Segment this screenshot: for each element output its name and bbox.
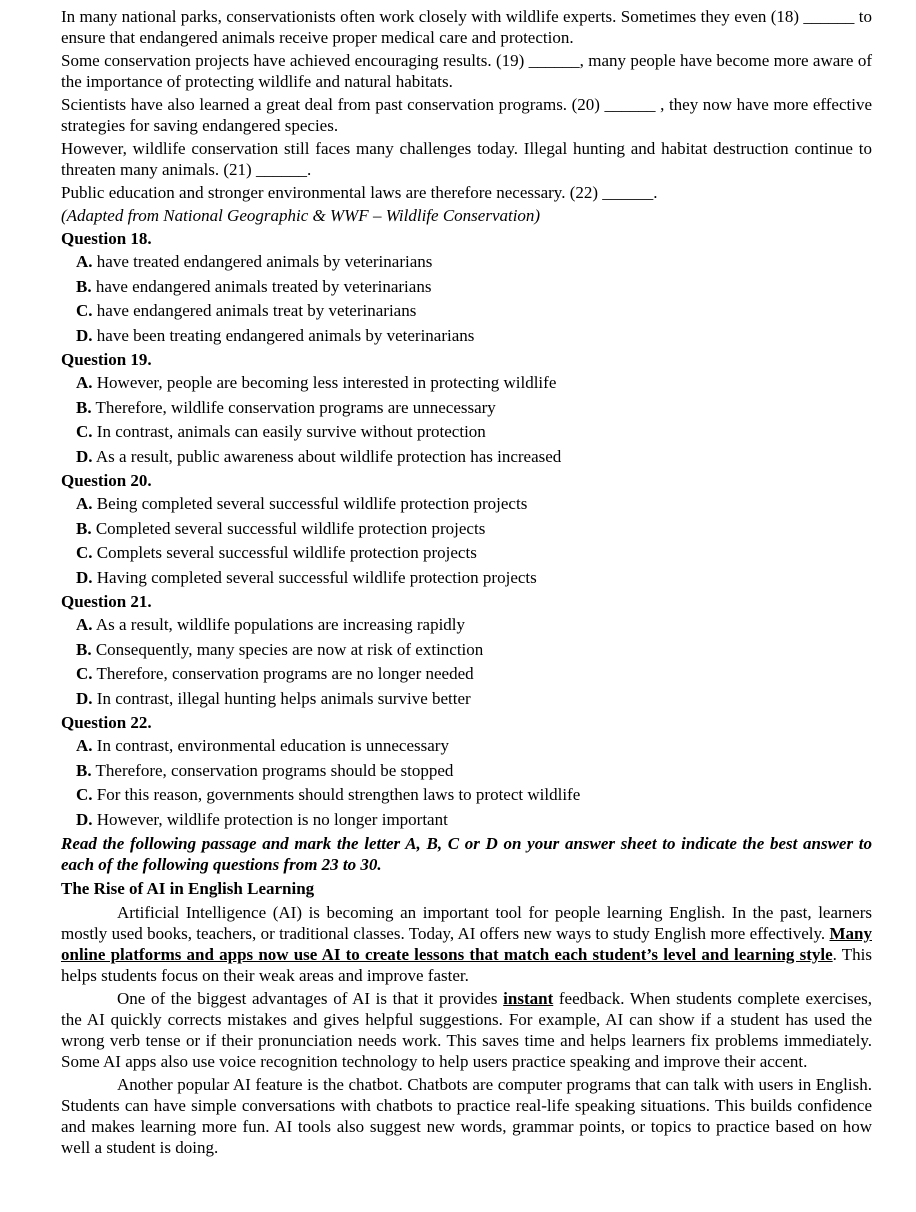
option-20-b[interactable] xyxy=(76,517,872,542)
cloze-passage xyxy=(61,6,872,226)
option-19-d[interactable] xyxy=(76,445,872,470)
option-text: Therefore, conservation programs should be stopped xyxy=(91,760,454,780)
paragraph-text: feedback. When students complete exercises, the AI quickly corrects mistakes and gives helpful suggestions. For example, AI can show if a student has used the wrong verb tense or if their pronunciation needs work. This saves time and helps learners fix problems immediately. Some AI apps also use voice recognition technology to help users practice speaking and improve their accent. xyxy=(61,989,872,1071)
question-19-heading: Question 19. xyxy=(61,350,152,369)
cloze-paragraph-22: Public education and stronger environmental laws are therefore necessary. (22) ______. xyxy=(61,183,658,202)
option-19-a[interactable] xyxy=(76,371,872,396)
passage-paragraph-2 xyxy=(61,988,872,1072)
option-letter: A. xyxy=(76,252,93,271)
option-text: Consequently, many species are now at risk of extinction xyxy=(91,639,484,659)
cloze-paragraph-21: However, wildlife conservation still faces many challenges today. Illegal hunting and habitat destruction continue to threaten many animals. (21) ______. xyxy=(61,139,872,179)
option-text: For this reason, governments should strengthen laws to protect wildlife xyxy=(92,785,581,804)
option-21-b[interactable] xyxy=(76,638,872,663)
question-20-options xyxy=(76,492,872,590)
option-21-d[interactable] xyxy=(76,687,872,712)
underlined-word: instant xyxy=(503,989,554,1008)
option-18-c[interactable] xyxy=(76,299,872,324)
option-letter: C. xyxy=(76,543,93,562)
source-citation: (Adapted from National Geographic & WWF – Wildlife Conservation) xyxy=(61,206,541,225)
option-21-c[interactable] xyxy=(76,662,872,687)
option-text: Being completed several successful wildlife protection projects xyxy=(92,494,528,513)
option-18-d[interactable] xyxy=(76,324,872,349)
question-21-options xyxy=(76,613,872,711)
option-21-a[interactable] xyxy=(76,613,872,638)
option-letter: D. xyxy=(76,446,93,466)
option-letter: D. xyxy=(76,688,93,708)
option-text: In contrast, animals can easily survive without protection xyxy=(92,422,486,441)
option-text: Having completed several successful wildlife protection projects xyxy=(92,567,537,587)
option-letter: D. xyxy=(76,567,93,587)
option-22-a[interactable] xyxy=(76,734,872,759)
option-text: In contrast, environmental education is unnecessary xyxy=(92,736,449,755)
option-letter: B. xyxy=(76,760,92,780)
option-19-c[interactable] xyxy=(76,420,872,445)
underlined-sentence: Many online platforms and apps now use AI to create lessons that match each student’s level and learning style xyxy=(61,924,872,964)
question-22-options xyxy=(76,734,872,832)
option-18-b[interactable] xyxy=(76,275,872,300)
option-letter: D. xyxy=(76,809,93,829)
option-letter: C. xyxy=(76,664,93,683)
option-letter: A. xyxy=(76,373,93,392)
option-text: In contrast, illegal hunting helps animals survive better xyxy=(92,688,471,708)
option-letter: B. xyxy=(76,276,92,296)
option-18-a[interactable] xyxy=(76,250,872,275)
option-letter: A. xyxy=(76,494,93,513)
passage-paragraph-1 xyxy=(61,902,872,986)
option-text: Therefore, conservation programs are no longer needed xyxy=(92,664,474,683)
cloze-paragraph-19: Some conservation projects have achieved encouraging results. (19) ______, many people have become more aware of the importance of protecting wildlife and natural habitats. xyxy=(61,51,872,91)
option-text: However, wildlife protection is no longer important xyxy=(92,809,448,829)
option-letter: D. xyxy=(76,325,93,345)
option-text: have treated endangered animals by veterinarians xyxy=(92,252,433,271)
option-20-c[interactable] xyxy=(76,541,872,566)
option-22-d[interactable] xyxy=(76,808,872,833)
cloze-paragraph-18: In many national parks, conservationists often work closely with wildlife experts. Sometimes they even (18) ______ to ensure that endangered animals receive proper medical care and protection. xyxy=(61,7,872,47)
question-22-heading: Question 22. xyxy=(61,713,152,732)
option-20-a[interactable] xyxy=(76,492,872,517)
option-letter: C. xyxy=(76,422,93,441)
option-22-b[interactable] xyxy=(76,759,872,784)
option-text: As a result, wildlife populations are increasing rapidly xyxy=(92,615,466,634)
option-text: have endangered animals treated by veterinarians xyxy=(91,276,432,296)
option-letter: B. xyxy=(76,639,92,659)
question-20-heading: Question 20. xyxy=(61,471,152,490)
option-letter: A. xyxy=(76,736,93,755)
question-18-heading: Question 18. xyxy=(61,229,152,248)
option-19-b[interactable] xyxy=(76,396,872,421)
option-letter: A. xyxy=(76,615,93,634)
option-text: However, people are becoming less interested in protecting wildlife xyxy=(92,373,557,392)
question-19-options xyxy=(76,371,872,469)
option-20-d[interactable] xyxy=(76,566,872,591)
paragraph-text: Artificial Intelligence (AI) is becoming an important tool for people learning English. In the past, learners mostly used books, teachers, or traditional classes. Today, AI offers new ways to study English more effectively. xyxy=(61,903,872,943)
option-text: Therefore, wildlife conservation programs are unnecessary xyxy=(91,397,496,417)
option-text: Completed several successful wildlife protection projects xyxy=(91,518,486,538)
option-text: have endangered animals treat by veterinarians xyxy=(92,301,417,320)
passage-paragraph-3: Another popular AI feature is the chatbot. Chatbots are computer programs that can talk with users in English. Students can have simple conversations with chatbots to practice real-life speaking situations. This builds confidence and makes learning more fun. AI tools also suggest new words, grammar points, or topics to practice based on how well a student is doing. xyxy=(61,1075,872,1157)
cloze-paragraph-20: Scientists have also learned a great deal from past conservation programs. (20) ______ , they now have more effective strategies for saving endangered species. xyxy=(61,95,872,135)
option-22-c[interactable] xyxy=(76,783,872,808)
option-letter: C. xyxy=(76,301,93,320)
question-21-heading: Question 21. xyxy=(61,592,152,611)
reading-instruction: Read the following passage and mark the letter A, B, C or D on your answer sheet to indicate the best answer to each of the following questions from 23 to 30. xyxy=(61,834,872,874)
option-letter: B. xyxy=(76,397,92,417)
option-text: As a result, public awareness about wildlife protection has increased xyxy=(92,446,562,466)
question-18-options xyxy=(76,250,872,348)
option-text: Complets several successful wildlife protection projects xyxy=(92,543,477,562)
option-letter: C. xyxy=(76,785,93,804)
option-text: have been treating endangered animals by veterinarians xyxy=(92,325,475,345)
paragraph-text: . This helps students focus on their weak areas and improve faster. xyxy=(61,945,872,985)
passage-title: The Rise of AI in English Learning xyxy=(61,879,315,898)
paragraph-text: One of the biggest advantages of AI is that it provides xyxy=(117,989,504,1008)
option-letter: B. xyxy=(76,518,92,538)
